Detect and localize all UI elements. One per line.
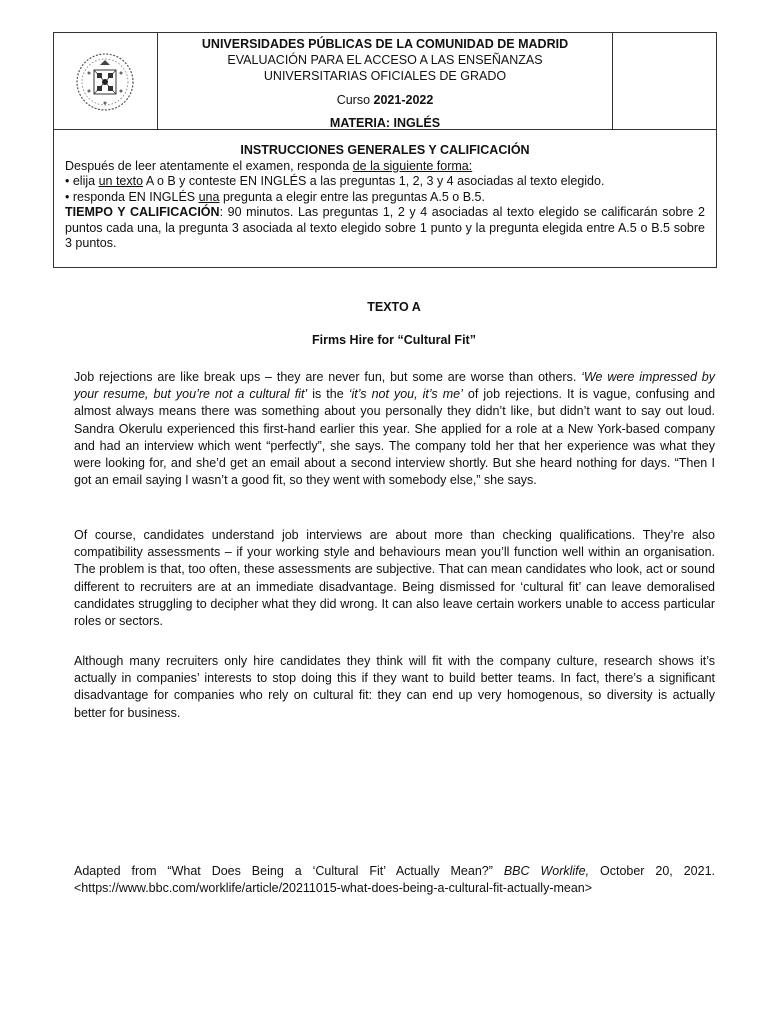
subject-line: MATERIA: INGLÉS	[329, 116, 441, 130]
source-end: October 20, 2021. <https://www.bbc.com/worklife/article/20211015-what-does-being-a-cultural-fit-actually-mean>	[74, 864, 715, 896]
paragraph-1	[74, 369, 715, 489]
text-label: TEXTO A	[367, 300, 421, 314]
instructions-intro-underlined: de la siguiente forma:	[352, 158, 473, 173]
instructions-bullet-1	[65, 174, 705, 190]
time-grading-body: : 90 minutos. Las preguntas 1, 2 y 4 asociadas al texto elegido se calificarán sobre 2 puntos cada una, la pregunta 3 asociada al texto elegido sobre 1 punto y la pregunta elegida entre A.5 o B.5 sobre 3 puntos.	[65, 205, 706, 250]
university-seal-icon	[74, 51, 136, 113]
instructions-intro-text: Después de leer atentamente el examen, responda	[65, 158, 353, 173]
instructions-title: INSTRUCCIONES GENERALES Y CALIFICACIÓN	[240, 143, 530, 157]
exam-title-cell	[158, 33, 613, 129]
bullet-1-underlined: un texto	[98, 174, 144, 188]
blank-cell	[613, 33, 716, 129]
evaluation-line: EVALUACIÓN PARA EL ACCESO A LAS ENSEÑANZAS	[227, 53, 543, 67]
source-publication: BBC Worklife,	[503, 864, 590, 878]
instructions-block	[65, 143, 705, 252]
time-grading-text	[65, 205, 705, 252]
paragraph-3: Although many recruiters only hire candidates they think will fit with the company culture, research shows it’s actually in companies’ interests to stop doing this if they want to build better teams. In fact, there’s a significant disadvantage for companies who rely on cultural fit: they can end up very homogenous, so diversity is actually better for business.	[74, 654, 715, 720]
course-line	[158, 92, 612, 108]
source-citation	[74, 863, 715, 897]
p1-quote-2: ‘it’s not you, it’s me’	[348, 387, 463, 402]
paragraph-2: Of course, candidates understand job interviews are about more than checking qualifications. They’re also compatibility assessments – if your working style and behaviours mean you’ll function well within an organisation. The problem is that, too often, these assessments are subjective. That can mean candidates who look, act or sound different to recruiters are at an immediate disadvantage. Being dismissed for ‘cultural fit’ can leave demoralised candidates struggling to decipher what they did wrong. It can also leave certain workers unable to access particular roles or sectors.	[74, 528, 715, 629]
course-label: Curso	[336, 93, 374, 107]
logo-cell	[54, 33, 158, 129]
p1-part-e: of job rejections. It is vague, confusing and almost always means there was something about you personally they didn’t like, but didn’t want to say out loud. Sandra Okerulu experienced this first-hand earlier this year. She applied for a role at a New York-based company and had an interview which went “perfectly”, she says. The company told her that her experience was what they were looking for, and she’d get an email about a second interview shortly. But she heard nothing for days. “Then I got an email saying I wasn’t a good fit, so they went with somebody else,” she says.	[74, 387, 716, 488]
p1-part-a: Job rejections are like break ups – they are never fun, but some are worse than others.	[74, 370, 582, 384]
exam-header-table	[53, 32, 717, 268]
table-divider	[54, 129, 716, 130]
instructions-intro	[65, 159, 705, 175]
instructions-bullet-2	[65, 190, 705, 206]
p1-quote-1: ‘We were impressed by your resume, but you’re not a cultural fit’	[74, 370, 715, 402]
bullet-2-underlined: una	[198, 189, 220, 204]
course-year: 2021-2022	[373, 93, 434, 107]
university-name: UNIVERSIDADES PÚBLICAS DE LA COMUNIDAD DE MADRID	[201, 37, 569, 51]
bullet-2-end: pregunta a elegir entre las preguntas A.5 o B.5.	[219, 189, 485, 204]
p1-part-c: is the	[307, 387, 349, 402]
degree-line: UNIVERSITARIAS OFICIALES DE GRADO	[263, 69, 507, 83]
article-title: Firms Hire for “Cultural Fit”	[312, 333, 476, 347]
bullet-2-start: • responda EN INGLÉS	[65, 189, 199, 204]
time-grading-label: TIEMPO Y CALIFICACIÓN	[65, 205, 220, 219]
source-start: Adapted from “What Does Being a ‘Cultural Fit’ Actually Mean?”	[74, 864, 504, 878]
bullet-1-start: • elija	[65, 174, 99, 188]
bullet-1-end: A o B y conteste EN INGLÉS a las preguntas 1, 2, 3 y 4 asociadas al texto elegido.	[143, 174, 605, 188]
